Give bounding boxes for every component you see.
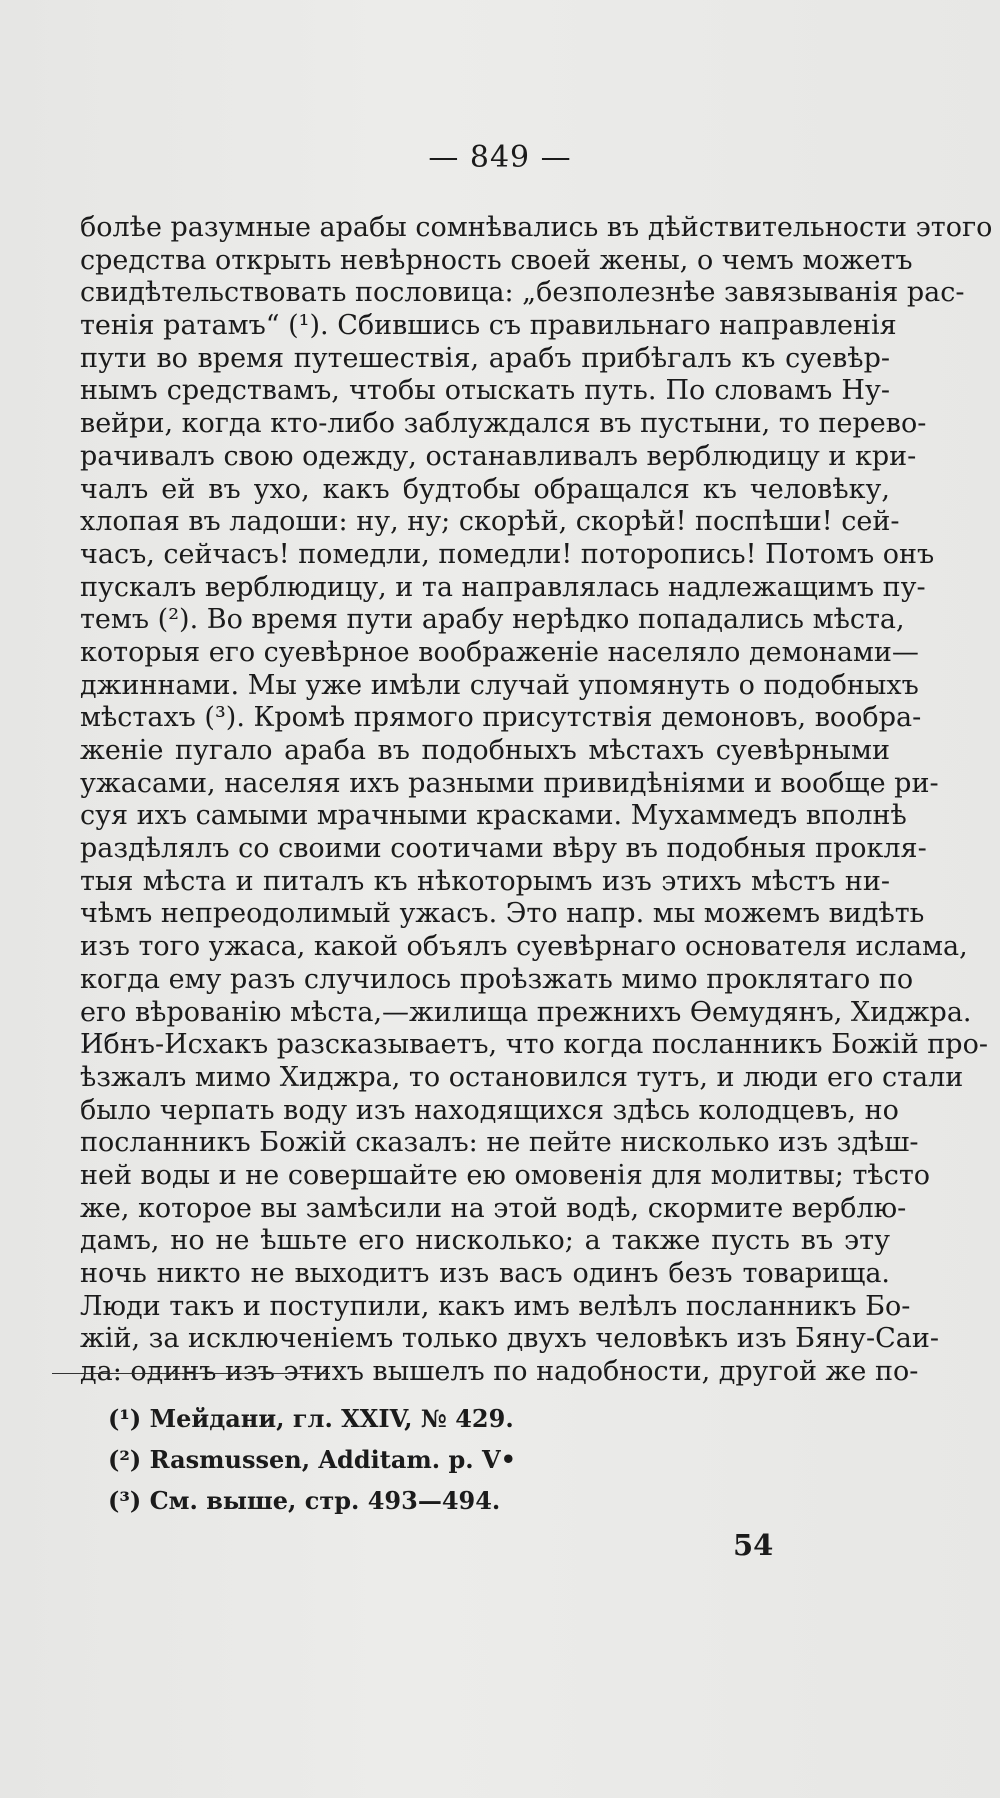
body-line: суя ихъ самыми мрачными красками. Мухаммедъ вполнѣ (80, 800, 907, 832)
running-page-number: — 849 — (428, 140, 572, 175)
body-line: ночь никто не выходитъ изъ васъ одинъ безъ товарища. (80, 1258, 890, 1289)
body-line: нымъ средствамъ, чтобы отыскать путь. По словамъ Ну- (80, 375, 890, 407)
body-line: тыя мѣста и питалъ къ нѣкоторымъ изъ этихъ мѣстъ ни- (80, 865, 890, 897)
body-line: же, которое вы замѣсили на этой водѣ, скормите верблю- (80, 1192, 907, 1224)
body-line: чѣмъ непреодолимый ужасъ. Это напр. мы можемъ видѣть (80, 898, 925, 930)
signature-number: 54 (733, 1528, 774, 1562)
body-line: посланникъ Божій сказалъ: не пейте нисколько изъ здѣш- (80, 1127, 919, 1159)
footnote: (³) См. выше, стр. 493—494. (108, 1486, 501, 1515)
body-line: вейри, когда кто-либо заблуждался въ пустыни, то перево- (80, 408, 927, 440)
body-line: хлопая въ ладоши: ну, ну; скорѣй, скорѣй! поспѣши! сей- (80, 506, 900, 538)
body-line: изъ того ужаса, какой объялъ суевѣрнаго основателя ислама, (80, 931, 968, 963)
body-line: ѣзжалъ мимо Хиджра, то остановился тутъ, и люди его стали (80, 1061, 964, 1093)
body-line: ужасами, населяя ихъ разными привидѣніями и вообще ри- (80, 767, 939, 799)
body-line: когда ему разъ случилось проѣзжать мимо проклятаго по (80, 963, 914, 995)
body-line: женіе пугало араба въ подобныхъ мѣстахъ суевѣрными (80, 735, 890, 766)
body-line: ней воды и не совершайте ею омовенія для молитвы; тѣсто (80, 1159, 931, 1191)
body-line: жій, за исключеніемъ только двухъ человѣкъ изъ Бяну-Саи- (80, 1323, 939, 1355)
body-line: его вѣрованію мѣста,—жилища прежнихъ Ѳемудянъ, Хиджра. (80, 996, 972, 1028)
body-line: пути во время путешествія, арабъ прибѣгалъ къ суевѣр- (80, 342, 890, 374)
footnote-divider (52, 1373, 330, 1374)
body-line: болѣе разумные арабы сомнѣвались въ дѣйствительности этого (80, 212, 993, 243)
body-line: да: одинъ изъ этихъ вышелъ по надобности, другой же по- (80, 1356, 919, 1388)
body-line: рачивалъ свою одежду, останавливалъ верблюдицу и кри- (80, 440, 917, 472)
body-line: раздѣлялъ со своими соотичами вѣру въ подобныя прокля- (80, 833, 927, 865)
body-text (80, 212, 993, 1389)
footnote: (¹) Мейдани, гл. XXIV, № 429. (108, 1404, 514, 1433)
body-line: тенія ратамъ“ (¹). Сбившись съ правильнаго направленія (80, 310, 897, 342)
body-line: джиннами. Мы уже имѣли случай упомянуть о подобныхъ (80, 669, 919, 701)
body-line: пускалъ верблюдицу, и та направлялась надлежащимъ пу- (80, 571, 926, 603)
body-line: дамъ, но не ѣшьте его нисколько; а также пусть въ эту (80, 1225, 890, 1257)
body-line: которыя его суевѣрное воображеніе населяло демонами— (80, 636, 919, 668)
body-line: темъ (²). Во время пути арабу нерѣдко попадались мѣста, (80, 604, 905, 636)
body-line: Ибнъ-Исхакъ разсказываетъ, что когда посланникъ Божій про- (80, 1029, 988, 1061)
body-line: средства открыть невѣрность своей жены, о чемъ можетъ (80, 244, 913, 276)
footnotes (108, 1398, 608, 1521)
body-line: Люди такъ и поступили, какъ имъ велѣлъ посланникъ Бо- (80, 1290, 911, 1322)
body-line: часъ, сейчасъ! помедли, помедли! поторопись! Потомъ онъ (80, 538, 935, 570)
body-line: свидѣтельствовать пословица: „безполезнѣе завязыванія рас- (80, 277, 965, 309)
body-line: мѣстахъ (³). Кромѣ прямого присутствія демоновъ, вообра- (80, 702, 922, 734)
body-line: чалъ ей въ ухо, какъ будтобы обращался къ человѣку, (80, 473, 890, 505)
footnote: (²) Rasmussen, Additam. p. V• (108, 1445, 516, 1474)
body-line: было черпать воду изъ находящихся здѣсь колодцевъ, но (80, 1094, 899, 1126)
